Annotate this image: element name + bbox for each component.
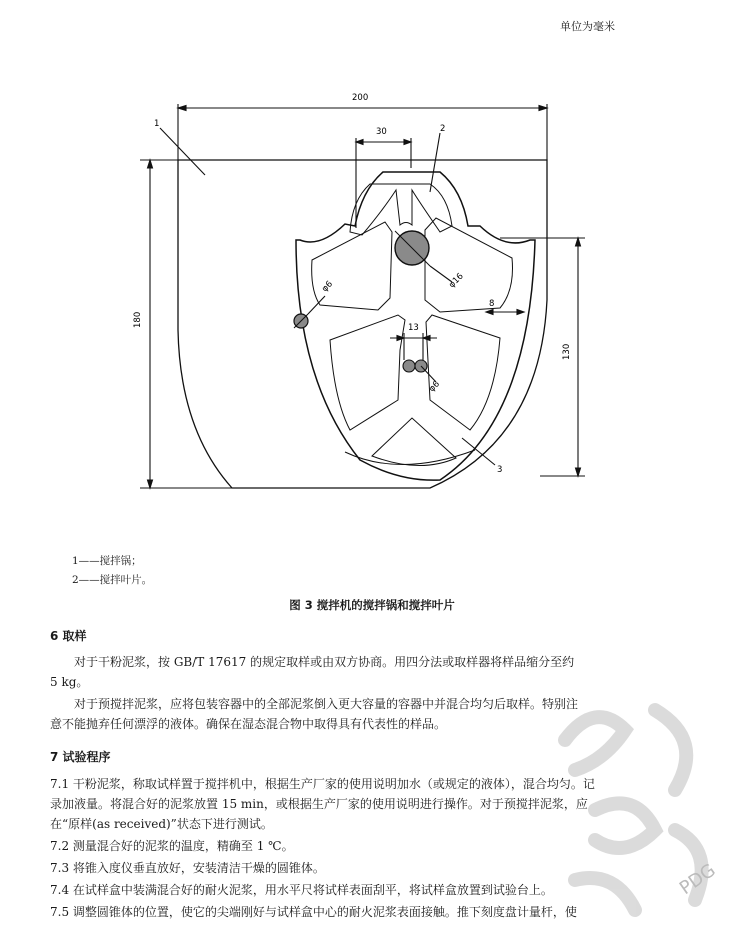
arrowhead	[486, 310, 493, 315]
mixing-bowl	[178, 160, 547, 488]
section-7-5: 7.5 调整圆锥体的位置，使它的尖端刚好与试样盒中心的耐火泥浆表面接触。推下刻度盘计量杆，使	[50, 905, 577, 919]
callout-3: 3	[497, 465, 503, 475]
arrowhead	[576, 468, 581, 476]
callout-leader-2	[430, 133, 440, 192]
section-7-1-line1: 7.1 干粉泥浆，称取试样置于搅拌机中，根据生产厂家的使用说明加水（或规定的液体），混合均匀。记	[50, 777, 595, 791]
arrowhead	[356, 140, 363, 145]
unit-note: 单位为毫米	[560, 20, 615, 33]
dim-label-phi6-left: φ6	[320, 279, 335, 295]
section-6-p2-line1: 对于预搅拌泥浆，应将包装容器中的全部泥浆倒入更大容量的容器中并混合均匀后取样。特别注	[74, 697, 579, 711]
section-6-p2-line2: 意不能抛弃任何漂浮的液体。确保在湿态混合物中取得具有代表性的样品。	[50, 717, 447, 731]
arrowhead	[539, 106, 547, 111]
section-6-title: 6 取样	[50, 629, 87, 643]
watermark-seal	[535, 680, 735, 930]
dim-label-180: 180	[133, 311, 143, 328]
blade-pocket	[425, 218, 513, 312]
dim-label-phi6-mid: φ6	[427, 379, 442, 395]
arrowhead	[404, 140, 411, 145]
leader-line	[430, 266, 452, 282]
callout-leader-1	[160, 128, 205, 175]
dim-label-130: 130	[562, 343, 572, 360]
section-7-3: 7.3 将锥入度仪垂直放好，安装清洁干燥的圆锥体。	[50, 861, 325, 875]
section-6-p1-line2: 5 kg。	[50, 675, 89, 689]
section-7-title: 7 试验程序	[50, 750, 111, 764]
arrowhead	[423, 336, 430, 341]
rod-phi6	[403, 360, 415, 372]
dim-label-phi16: φ16	[447, 271, 466, 291]
arrowhead	[178, 106, 186, 111]
callout-2: 2	[440, 124, 446, 134]
callout-1: 1	[154, 119, 160, 129]
dim-label-13: 13	[408, 323, 419, 333]
section-7-2: 7.2 测量混合好的泥浆的温度，精确至 1 ℃。	[50, 839, 294, 853]
dim-label-8: 8	[489, 299, 495, 309]
arrowhead	[148, 160, 153, 168]
section-7-4: 7.4 在试样盒中装满混合好的耐火泥浆，用水平尺将试样表面刮平，将试样盒放置到试验台上。	[50, 883, 553, 897]
legend-item-2: 2——搅拌叶片。	[72, 574, 153, 586]
arrowhead	[517, 310, 524, 315]
arrowhead	[148, 480, 153, 488]
blade-pocket	[426, 315, 500, 430]
blade-pocket	[330, 315, 405, 430]
section-6-p1-line1: 对于干粉泥浆，按 GB/T 17617 的规定取样或由双方协商。用四分法或取样器将样品缩分至约	[74, 655, 575, 669]
arrowhead	[576, 238, 581, 246]
blade-hub	[350, 184, 452, 235]
callout-leader-3	[462, 438, 495, 465]
dim-label-30: 30	[376, 127, 387, 137]
blade-pocket	[372, 418, 456, 466]
section-7-1-line3: 在“原样(as received)”状态下进行测试。	[50, 817, 273, 831]
arrowhead	[397, 336, 404, 341]
section-7-1-line2: 录加液量。将混合好的泥浆放置 15 min，或根据生产厂家的使用说明进行操作。对于预搅拌泥浆，应	[50, 797, 588, 811]
watermark-text: PDG	[675, 859, 720, 900]
legend-item-1: 1——搅拌锅；	[72, 555, 142, 567]
figure-caption: 图 3 搅拌机的搅拌锅和搅拌叶片	[289, 598, 455, 612]
dim-label-200: 200	[352, 93, 369, 103]
